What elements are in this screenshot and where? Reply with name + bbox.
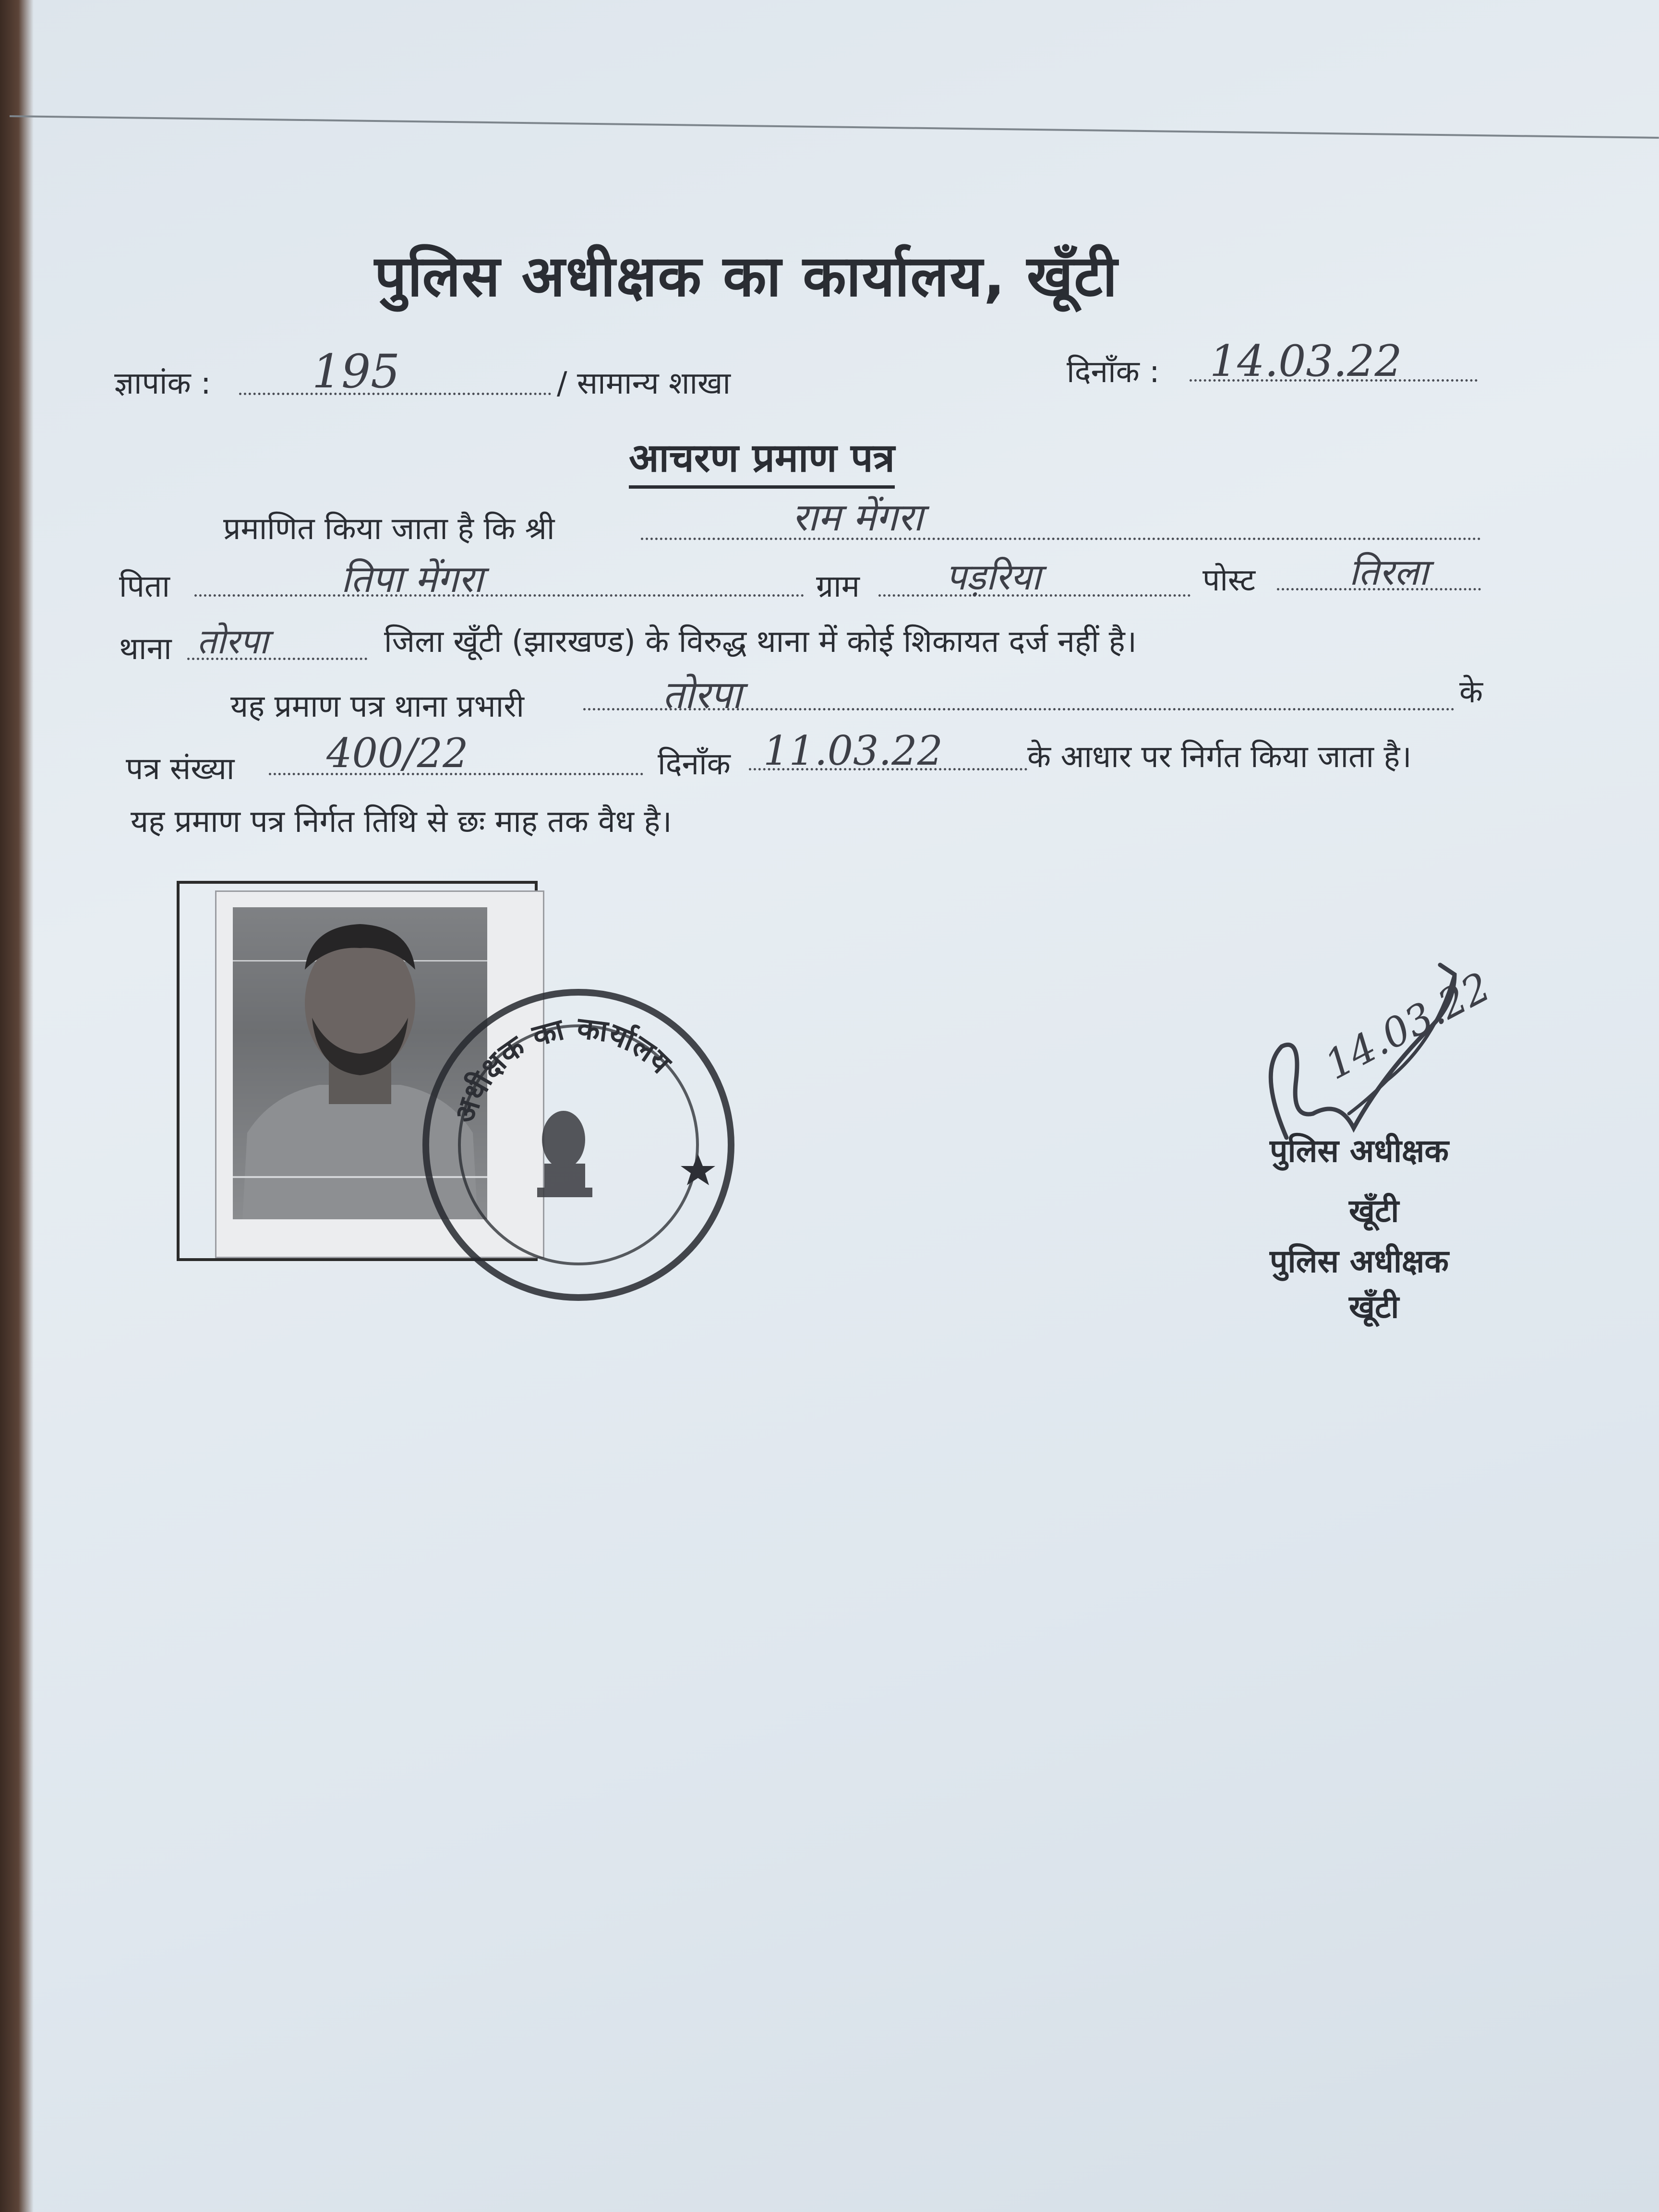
issued-basis-text: के आधार पर निर्गत किया जाता है। xyxy=(1027,739,1412,775)
seal-text: अधीक्षक का कार्यालय xyxy=(447,1010,678,1127)
designation-2: पुलिस अधीक्षक xyxy=(1270,1243,1449,1280)
svg-text:अधीक्षक का कार्यालय xyxy=(447,1010,679,1127)
no-complaint-text: जिला खूँटी (झारखण्ड) के विरुद्ध थाना में कोई शिकायत दर्ज नहीं है। xyxy=(384,624,1137,660)
certificate-heading: आचरण प्रमाण पत्र xyxy=(629,430,895,489)
letter-date: 11.03.22 xyxy=(763,727,943,774)
office-seal xyxy=(422,989,734,1301)
place-1: खूँटी xyxy=(1349,1192,1399,1229)
thana-label: थाना xyxy=(119,631,172,667)
village-label: ग्राम xyxy=(816,569,860,604)
seal-emblem xyxy=(429,996,728,1294)
issued-by-text: यह प्रमाण पत्र थाना प्रभारी xyxy=(230,689,524,724)
letter-number: 400/22 xyxy=(326,730,469,777)
place-2: खूँटी xyxy=(1349,1288,1399,1325)
thana-name: तोरपा xyxy=(197,621,268,661)
father-label: पिता xyxy=(119,569,170,604)
section-label: / सामान्य शाखा xyxy=(557,366,731,401)
memo-number: 195 xyxy=(312,345,400,398)
post-name: तिरला xyxy=(1349,551,1429,593)
table-edge xyxy=(0,0,34,2212)
post-label: पोस्ट xyxy=(1202,563,1256,598)
signature-date: 14.03.22 xyxy=(1317,962,1498,1089)
father-dotted-line xyxy=(194,594,804,597)
designation-1: पुलिस अधीक्षक xyxy=(1270,1132,1449,1169)
ke-text: के xyxy=(1459,674,1483,710)
letter-date-label: दिनाँक xyxy=(658,746,731,782)
memo-date: 14.03.22 xyxy=(1210,336,1402,386)
validity-text: यह प्रमाण पत्र निर्गत तिथि से छः माह तक वैध है। xyxy=(131,804,672,840)
date-label: दिनाँक : xyxy=(1067,354,1160,390)
memo-label: ज्ञापांक : xyxy=(114,366,211,401)
office-title: पुलिस अधीक्षक का कार्यालय, खूँटी xyxy=(374,243,1118,309)
letter-number-label: पत्र संख्या xyxy=(126,751,235,787)
father-name: तिपा मेंगरा xyxy=(341,558,483,601)
person-name: राम मेंगरा xyxy=(792,495,924,540)
village-name: पड़रिया xyxy=(946,555,1041,598)
certify-text: प्रमाणित किया जाता है कि श्री xyxy=(223,511,555,547)
name-dotted-line xyxy=(641,538,1481,540)
incharge-thana: तोरपा xyxy=(662,673,742,717)
